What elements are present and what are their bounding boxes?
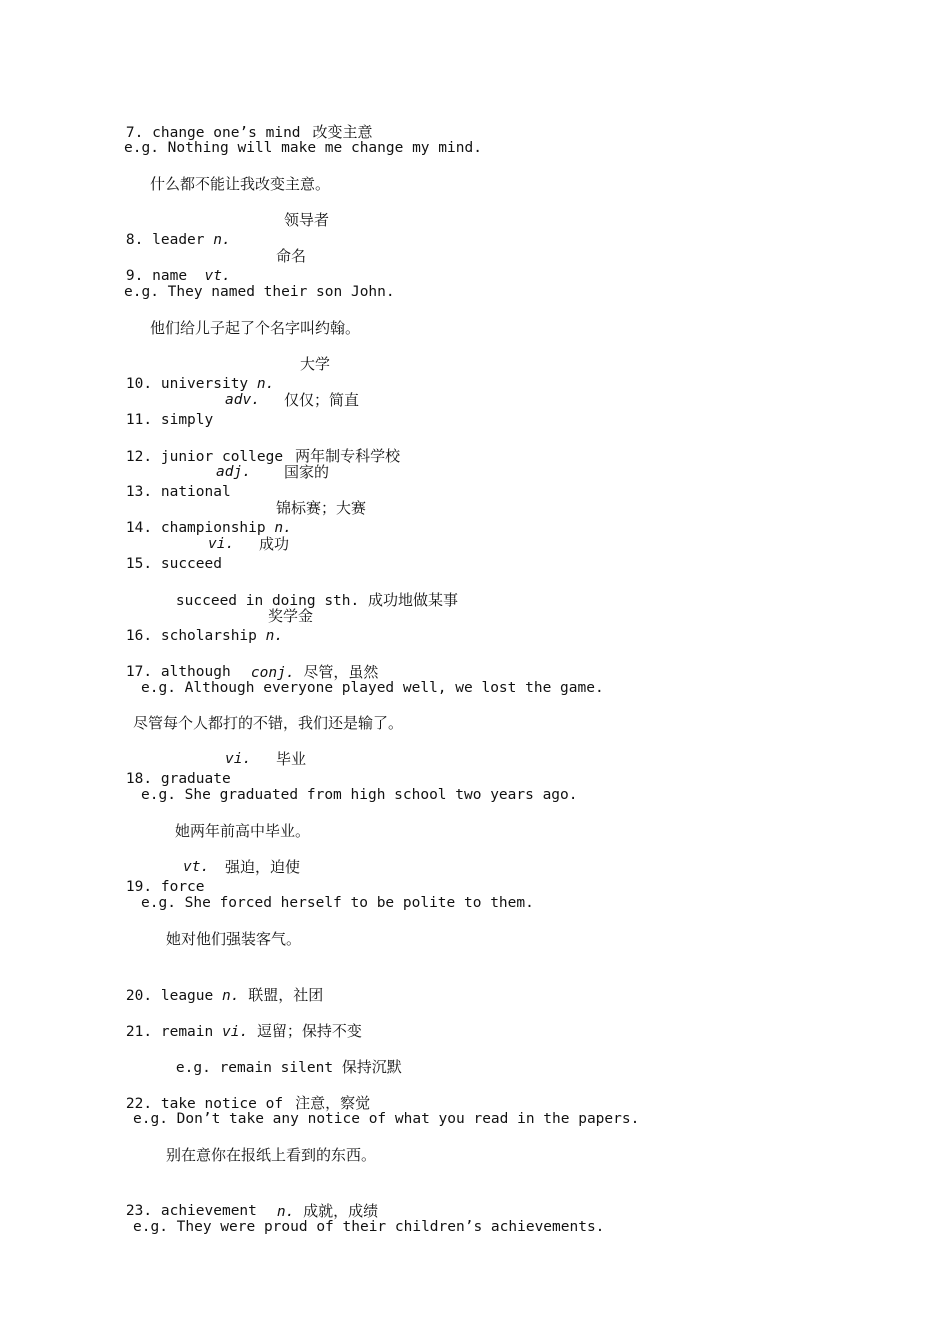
entry-word: although (160, 664, 231, 680)
entry-7-example-en: e.g. Nothing will make me change my mind. (124, 140, 482, 156)
entry-number: 10. (125, 376, 153, 392)
entry-15-pos: vi. (208, 536, 235, 552)
entry-word: remain (160, 1024, 214, 1040)
entry-number: 19. (125, 879, 153, 895)
entry-9 (91, 246, 231, 284)
entry-10-meaning: 大学 (300, 355, 331, 373)
entry-pos: n. (274, 520, 292, 536)
entry-pos: n. (221, 988, 240, 1004)
entry-8-meaning: 领导者 (284, 211, 330, 229)
entry-17-example-en: e.g. Although everyone played well, we lost the game. (141, 680, 604, 696)
entry-14-meaning: 锦标赛；大赛 (276, 499, 367, 517)
entry-meaning: 联盟，社团 (248, 986, 324, 1004)
entry-word: name (152, 268, 188, 284)
entry-7 (91, 102, 373, 141)
entry-meaning: 尽管，虽然 (303, 663, 379, 681)
entry-word: simply (160, 412, 214, 428)
entry-word: championship (160, 520, 266, 536)
entry-9-example-zh: 他们给儿子起了个名字叫约翰。 (150, 319, 361, 337)
entry-meaning: 注意，察觉 (295, 1094, 371, 1112)
entry-19-example-en: e.g. She forced herself to be polite to them. (141, 895, 534, 911)
entry-9-meaning: 命名 (276, 247, 307, 265)
entry-number: 13. (125, 484, 153, 500)
entry-word: change one’s mind (152, 125, 301, 141)
entry-word: leader (152, 232, 205, 248)
entry-19-pos: vt. (183, 859, 210, 875)
entry-pos: vi. (221, 1024, 249, 1040)
entry-word: university (160, 376, 249, 392)
entry-12 (91, 426, 401, 465)
entry-word: league (160, 988, 214, 1004)
entry-number: 23. (125, 1203, 153, 1219)
entry-7-example-zh: 什么都不能让我改变主意。 (150, 175, 331, 193)
entry-11-pos: adv. (225, 392, 260, 408)
entry-number: 12. (125, 449, 153, 465)
entry-word: take notice of (160, 1096, 284, 1112)
entry-22-example-en: e.g. Don’t take any notice of what you read in the papers. (133, 1111, 640, 1127)
entry-23-pos-meaning (242, 1181, 379, 1220)
entry-15-phrase (141, 570, 458, 609)
entry-word: junior college (160, 449, 284, 465)
entry-word: achievement (160, 1203, 257, 1219)
entry-meaning: 逗留；保持不变 (256, 1022, 362, 1040)
entry-16 (91, 606, 284, 644)
entry-pos: conj. (250, 665, 295, 681)
entry-11-meaning: 仅仅；简直 (284, 391, 360, 409)
entry-pos: n. (265, 628, 284, 644)
entry-15 (91, 534, 222, 572)
entry-20 (91, 965, 324, 1004)
entry-number: 22. (125, 1096, 153, 1112)
example-zh: 保持沉默 (341, 1058, 402, 1076)
entry-19-meaning: 强迫，迫使 (225, 858, 301, 876)
entry-17-pos-meaning (216, 642, 379, 681)
entry-number: 18. (125, 771, 153, 787)
entry-21 (91, 1001, 362, 1040)
entry-number: 14. (125, 520, 153, 536)
entry-pos: n. (213, 232, 231, 248)
phrase-zh: 成功地做某事 (367, 591, 458, 609)
entry-18-example-en: e.g. She graduated from high school two years ago. (141, 787, 578, 803)
entry-22-example-zh: 别在意你在报纸上看到的东西。 (166, 1146, 377, 1164)
entry-18-pos: vi. (225, 751, 252, 767)
entry-17 (91, 642, 231, 680)
entry-18 (91, 749, 231, 787)
entry-8 (91, 210, 231, 248)
entry-23-example-en: e.g. They were proud of their children’s achievements. (133, 1219, 605, 1235)
entry-meaning: 成就，成绩 (303, 1202, 379, 1220)
entry-word: national (160, 484, 231, 500)
entry-18-example-zh: 她两年前高中毕业。 (175, 822, 311, 840)
entry-number: 9. (125, 268, 144, 284)
entry-number: 8. (125, 232, 144, 248)
entry-19-example-zh: 她对他们强装客气。 (166, 930, 302, 948)
entry-meaning: 改变主意 (312, 123, 373, 141)
entry-word: scholarship (160, 628, 257, 644)
entry-number: 16. (125, 628, 153, 644)
entry-9-example-en: e.g. They named their son John. (124, 284, 395, 300)
entry-22 (91, 1073, 371, 1112)
entry-number: 21. (125, 1024, 153, 1040)
entry-number: 20. (125, 988, 153, 1004)
example-en: e.g. remain silent (175, 1060, 334, 1076)
entry-word: graduate (160, 771, 231, 787)
entry-word: force (160, 879, 205, 895)
entry-13 (91, 462, 231, 500)
entry-16-meaning: 奖学金 (268, 607, 314, 625)
entry-17-example-zh: 尽管每个人都打的不错，我们还是输了。 (133, 714, 404, 732)
phrase-en: succeed in doing sth. (175, 593, 360, 609)
entry-18-meaning: 毕业 (276, 750, 307, 768)
entry-pos: vt. (204, 268, 231, 284)
entry-number: 11. (125, 412, 153, 428)
entry-pos: n. (276, 1204, 295, 1220)
entry-meaning: 两年制专科学校 (295, 447, 401, 465)
entry-11 (91, 390, 214, 428)
entry-word: succeed (160, 556, 222, 572)
entry-15-meaning: 成功 (259, 535, 290, 553)
entry-13-pos: adj. (216, 464, 251, 480)
entry-number: 15. (125, 556, 153, 572)
entry-14 (91, 498, 292, 536)
entry-23 (91, 1181, 257, 1219)
entry-13-meaning: 国家的 (284, 463, 330, 481)
entry-number: 17. (125, 664, 153, 680)
entry-21-example (141, 1037, 402, 1076)
entry-pos: n. (256, 376, 275, 392)
entry-10 (91, 354, 275, 392)
entry-number: 7. (125, 125, 144, 141)
